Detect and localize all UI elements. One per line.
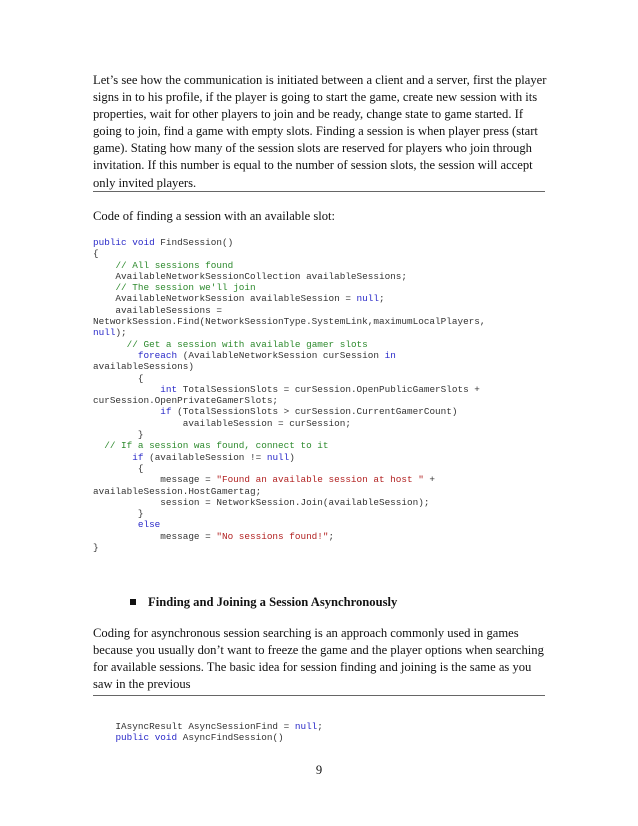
- bullet-heading: Finding and Joining a Session Asynchronously: [148, 595, 398, 609]
- code-line: NetworkSession.Find(NetworkSessionType.SystemLink,maximumLocalPlayers,: [93, 316, 486, 328]
- page-number: 9: [315, 763, 323, 777]
- code-line: // If a session was found, connect to it: [104, 440, 329, 452]
- code-block-find-session: [93, 237, 553, 553]
- section-divider-top: [93, 191, 545, 192]
- code-line: // The session we'll join: [115, 282, 256, 294]
- code-line: foreach (AvailableNetworkSession curSession in: [137, 349, 396, 361]
- code-line: availableSessions =: [93, 304, 222, 316]
- code-line: public void FindSession(): [93, 237, 234, 248]
- code-line: if (TotalSessionSlots > curSession.CurrentGamerCount): [160, 406, 458, 418]
- code-line: else: [137, 519, 161, 531]
- code-line: }: [93, 542, 99, 554]
- code-block-async-find: [93, 721, 553, 744]
- bullet-icon: [130, 599, 136, 605]
- code-line: }: [93, 429, 144, 441]
- code-line: message = "No sessions found!";: [93, 530, 335, 542]
- code-line: // Get a session with available gamer slots: [126, 338, 368, 350]
- code-line: curSession.OpenPrivateGamerSlots;: [93, 395, 279, 407]
- code-line: IAsyncResult AsyncSessionFind = null;: [93, 721, 323, 732]
- code-line: {: [93, 462, 144, 474]
- code-line: availableSession = curSession;: [93, 417, 351, 429]
- code-line: int TotalSessionSlots = curSession.OpenPublicGamerSlots +: [160, 383, 480, 395]
- code-line: null);: [93, 327, 127, 339]
- code-line: public void AsyncFindSession(): [115, 732, 284, 744]
- code-line: if (availableSession != null): [132, 451, 295, 463]
- code-line: {: [93, 248, 99, 260]
- code-line: message = "Found an available session at host " +: [93, 474, 436, 486]
- async-paragraph: Coding for asynchronous session searching is an approach commonly used in games because you usually don’t want to freeze the game and the player options when searching for available sessions. The basic idea for session finding and joining is the same as you saw in the previous: [93, 626, 544, 692]
- code-line: session = NetworkSession.Join(availableSession);: [93, 496, 430, 508]
- code-line: AvailableNetworkSession availableSession = null;: [93, 293, 385, 305]
- code-line: availableSessions): [93, 361, 194, 373]
- code-line: {: [93, 372, 144, 384]
- code-line: // All sessions found: [115, 259, 234, 271]
- code-line: availableSession.HostGamertag;: [93, 485, 262, 497]
- section-divider-bottom: [93, 695, 545, 696]
- bullet-item: [130, 595, 397, 610]
- code-line: }: [93, 508, 144, 520]
- code-heading: Code of finding a session with an available slot:: [93, 209, 336, 223]
- code-line: AvailableNetworkSessionCollection availableSessions;: [93, 270, 408, 282]
- intro-paragraph: Let’s see how the communication is initiated between a client and a server, first the player signs in to his profile, if the player is going to start the game, create new session with its properties, wait for other players to join and be ready, change state to game started. If going to join, find a game with empty slots. Finding a session is when player press (start game). Stating how many of the session slots are reserved for players who join through invitation. If this number is equal to the number of session slots, the session will accept only invited players.: [93, 73, 547, 190]
